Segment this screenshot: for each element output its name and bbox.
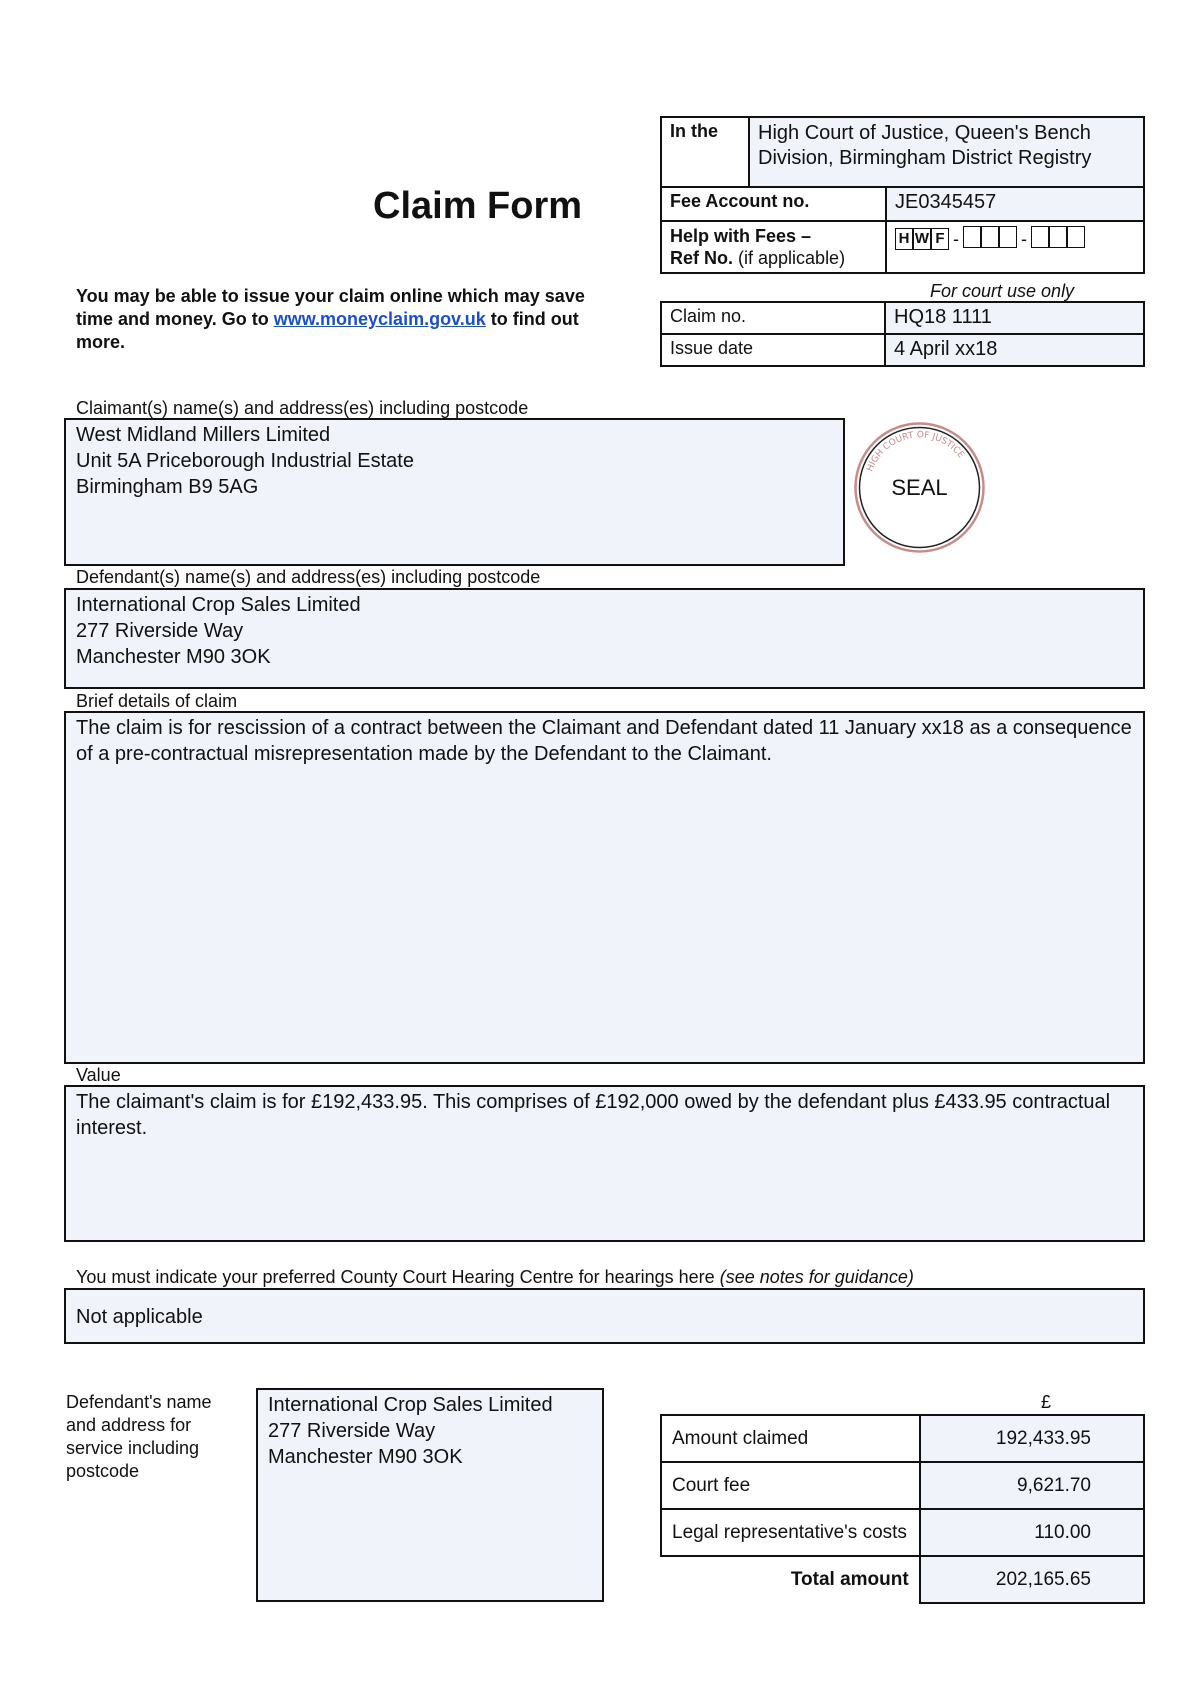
svg-text:HIGH COURT OF JUSTICE: HIGH COURT OF JUSTICE: [865, 430, 966, 474]
total-amount-value[interactable]: 202,165.65: [920, 1556, 1144, 1603]
claimant-field[interactable]: West Midland Millers Limited Unit 5A Priceborough Industrial Estate Birmingham B9 5AG: [64, 418, 845, 566]
hwf-label: Help with Fees – Ref No. (if applicable): [661, 221, 886, 273]
amount-claimed-value[interactable]: 192,433.95: [920, 1415, 1144, 1462]
value-field[interactable]: The claimant's claim is for £192,433.95. This comprises of £192,000 owed by the defendant plus £433.95 contractual interest.: [64, 1085, 1145, 1242]
online-notice: You may be able to issue your claim online which may save time and money. Go to www.moneyclaim.gov.uk to find out more.: [76, 286, 585, 352]
amount-claimed-label: Amount claimed: [661, 1415, 920, 1462]
court-header-table: [660, 116, 1145, 274]
hwf-part-1[interactable]: [963, 226, 1017, 253]
seal-label: SEAL: [891, 475, 948, 500]
currency-symbol: £: [1041, 1392, 1052, 1412]
legal-costs-label: Legal representative's costs: [661, 1509, 920, 1556]
fee-account-label: Fee Account no.: [661, 187, 886, 221]
total-amount-label: Total amount: [790, 1569, 909, 1590]
service-address-label: Defendant's name and address for service including postcode: [66, 1392, 212, 1481]
claimant-label: Claimant(s) name(s) and address(es) including postcode: [76, 398, 529, 418]
defendant-label: Defendant(s) name(s) and address(es) including postcode: [76, 567, 541, 587]
hwf-ref-field[interactable]: H W F - -: [886, 221, 1144, 273]
legal-costs-value[interactable]: 110.00: [920, 1509, 1144, 1556]
court-name: High Court of Justice, Queen's Bench Division, Birmingham District Registry: [749, 117, 1144, 187]
issue-date-value[interactable]: 4 April xx18: [885, 334, 1144, 366]
claim-no-value[interactable]: HQ18 1111: [885, 302, 1144, 334]
court-use-only-label: For court use only: [930, 281, 1075, 301]
service-address-field[interactable]: International Crop Sales Limited 277 Riverside Way Manchester M90 3OK: [256, 1388, 604, 1602]
hearing-centre-label: You must indicate your preferred County Court Hearing Centre for hearings here (see notes for guidance): [76, 1267, 914, 1287]
moneyclaim-link[interactable]: www.moneyclaim.gov.uk: [273, 309, 486, 329]
court-use-table: [660, 301, 1145, 367]
issue-date-label: Issue date: [661, 334, 885, 366]
brief-details-field[interactable]: The claim is for rescission of a contract between the Claimant and Defendant dated 11 January xx18 as a consequence of a pre-contractual misrepresentation made by the Defendant to the Claimant.: [64, 711, 1145, 1064]
court-fee-value[interactable]: 9,621.70: [920, 1462, 1144, 1509]
page-title: Claim Form: [373, 185, 583, 227]
fee-account-value[interactable]: JE0345457: [886, 187, 1144, 221]
hearing-centre-field[interactable]: Not applicable: [64, 1288, 1145, 1344]
hwf-prefix: H W F: [895, 228, 949, 250]
claim-no-label: Claim no.: [661, 302, 885, 334]
amounts-table: [660, 1414, 1145, 1604]
hwf-part-2[interactable]: [1031, 226, 1085, 253]
court-fee-label: Court fee: [661, 1462, 920, 1509]
court-seal-icon: [852, 420, 987, 555]
value-label: Value: [76, 1065, 121, 1085]
brief-details-label: Brief details of claim: [76, 691, 238, 711]
defendant-field[interactable]: International Crop Sales Limited 277 Riverside Way Manchester M90 3OK: [64, 588, 1145, 689]
in-the-label: In the: [661, 117, 749, 187]
